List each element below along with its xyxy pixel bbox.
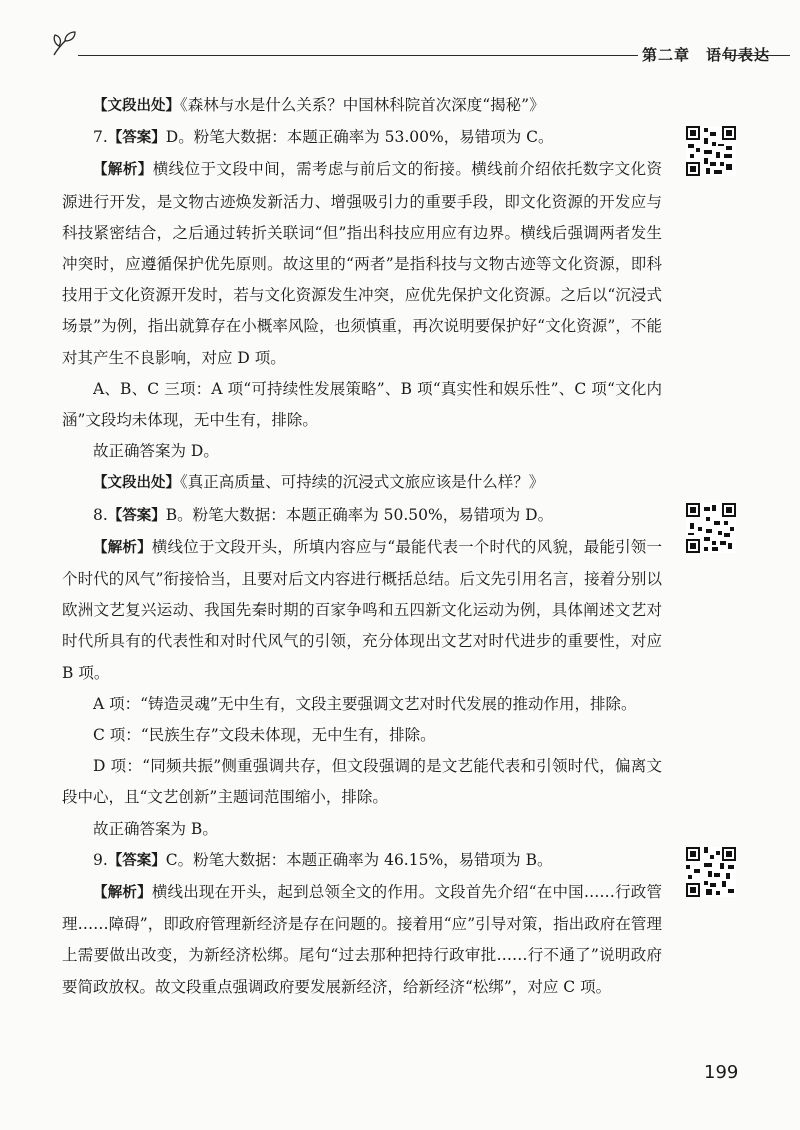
conclusion-line: 故正确答案为 B。 [93, 819, 218, 838]
answer-text: C。粉笔大数据：本题正确率为 46.15%，易错项为 B。 [165, 850, 553, 869]
analysis-text: 横线出现在开头，起到总领全文的作用。文段首先介绍“在中国……行政管理……障碍”，即政府管理新经济是存在问题的。接着用“应”引导对策，指出政府在管理上需要做出改变，为新经济松绑。尾句“过去那种把持行政审批……行不通了”说明政府要简政放权。故文段重点强调政府要发展新经济，给新经济“松绑”，对应 C 项。 [62, 883, 662, 996]
question-number: 9. [93, 850, 108, 869]
answer-line [62, 845, 662, 877]
answer-text: D。粉笔大数据：本题正确率为 53.00%，易错项为 C。 [165, 128, 554, 147]
header-rule [78, 55, 638, 56]
chapter-title: 第二章 语句表达 [642, 46, 771, 64]
question-number: 8. [93, 505, 108, 524]
analysis-label: 【解析】 [93, 885, 152, 902]
source-label: 【文段出处】 [93, 475, 180, 492]
option-paragraph: A 项：“铸造灵魂”无中生有，文段主要强调文艺对时代发展的推动作用，排除。 [93, 694, 637, 713]
answer-label: 【答案】 [107, 130, 166, 147]
question-number: 7. [93, 128, 108, 147]
source-label: 【文段出处】 [93, 98, 180, 114]
answer-line [62, 500, 662, 532]
analysis-text: 横线位于文段中间，需考虑与前后文的衔接。横线前介绍依托数字文化资源进行开发，是文物古迹焕发新活力、增强吸引力的重要手段，即文化资源的开发应与科技紧密结合，之后通过转折关联词“但”指出科技应用应有边界。横线后强调两者发生冲突时，应遵循保护优先原则。故这里的“两者”是指科技与文物古迹等文化资源，即科技用于文化资源开发时，若与文化资源发生冲突，应优先保护文化资源。之后以“沉浸式场景”为例，指出就算存在小概率风险，也须慎重，再次说明要保护好“文化资源”，不能对其产生不良影响，对应 D 项。 [62, 160, 662, 367]
source-line [62, 467, 662, 499]
leaf-icon [50, 28, 80, 58]
source-line [62, 90, 662, 122]
analysis-paragraph [62, 154, 662, 373]
answer-text: B。粉笔大数据：本题正确率为 50.50%，易错项为 D。 [165, 505, 554, 524]
analysis-paragraph [62, 532, 662, 689]
page-content [62, 90, 662, 1003]
option-paragraph: C 项：“民族生存”文段未体现，无中生有，排除。 [93, 726, 436, 745]
conclusion-line: 故正确答案为 D。 [93, 442, 219, 461]
page-number: 199 [704, 1062, 739, 1083]
qr-code-icon[interactable] [686, 126, 736, 176]
answer-line [62, 122, 662, 154]
option-paragraph: D 项：“同频共振”侧重强调共存，但文段强调的是文艺能代表和引领时代，偏离文段中心，且“文艺创新”主题词范围缩小，排除。 [62, 757, 662, 807]
answer-label: 【答案】 [107, 507, 166, 524]
analysis-paragraph [62, 877, 662, 1003]
answer-label: 【答案】 [107, 852, 166, 869]
header-rule-right [722, 55, 790, 56]
qr-code-icon[interactable] [686, 503, 736, 553]
option-paragraph: A、B、C 三项：A 项“可持续性发展策略”、B 项“真实性和娱乐性”、C 项“文化内涵”文段均未体现，无中生有，排除。 [62, 379, 662, 430]
source-text: 《真正高质量、可持续的沉浸式文旅应该是什么样？》 [180, 473, 545, 492]
page-header [50, 28, 790, 68]
qr-code-icon[interactable] [686, 847, 736, 897]
analysis-text: 横线位于文段开头，所填内容应与“最能代表一个时代的风貌，最能引领一个时代的风气”衔接恰当，且要对后文内容进行概括总结。后文先引用名言，接着分别以欧洲文艺复兴运动、我国先秦时期的百家争鸣和五四新文化运动为例，具体阐述文艺对时代所具有的代表性和对时代风气的引领，充分体现出文艺对时代进步的重要性，对应 B 项。 [62, 537, 663, 682]
analysis-label: 【解析】 [93, 539, 152, 556]
source-text: 《森林与水是什么关系？中国林科院首次深度“揭秘”》 [180, 96, 545, 114]
analysis-label: 【解析】 [93, 162, 153, 179]
